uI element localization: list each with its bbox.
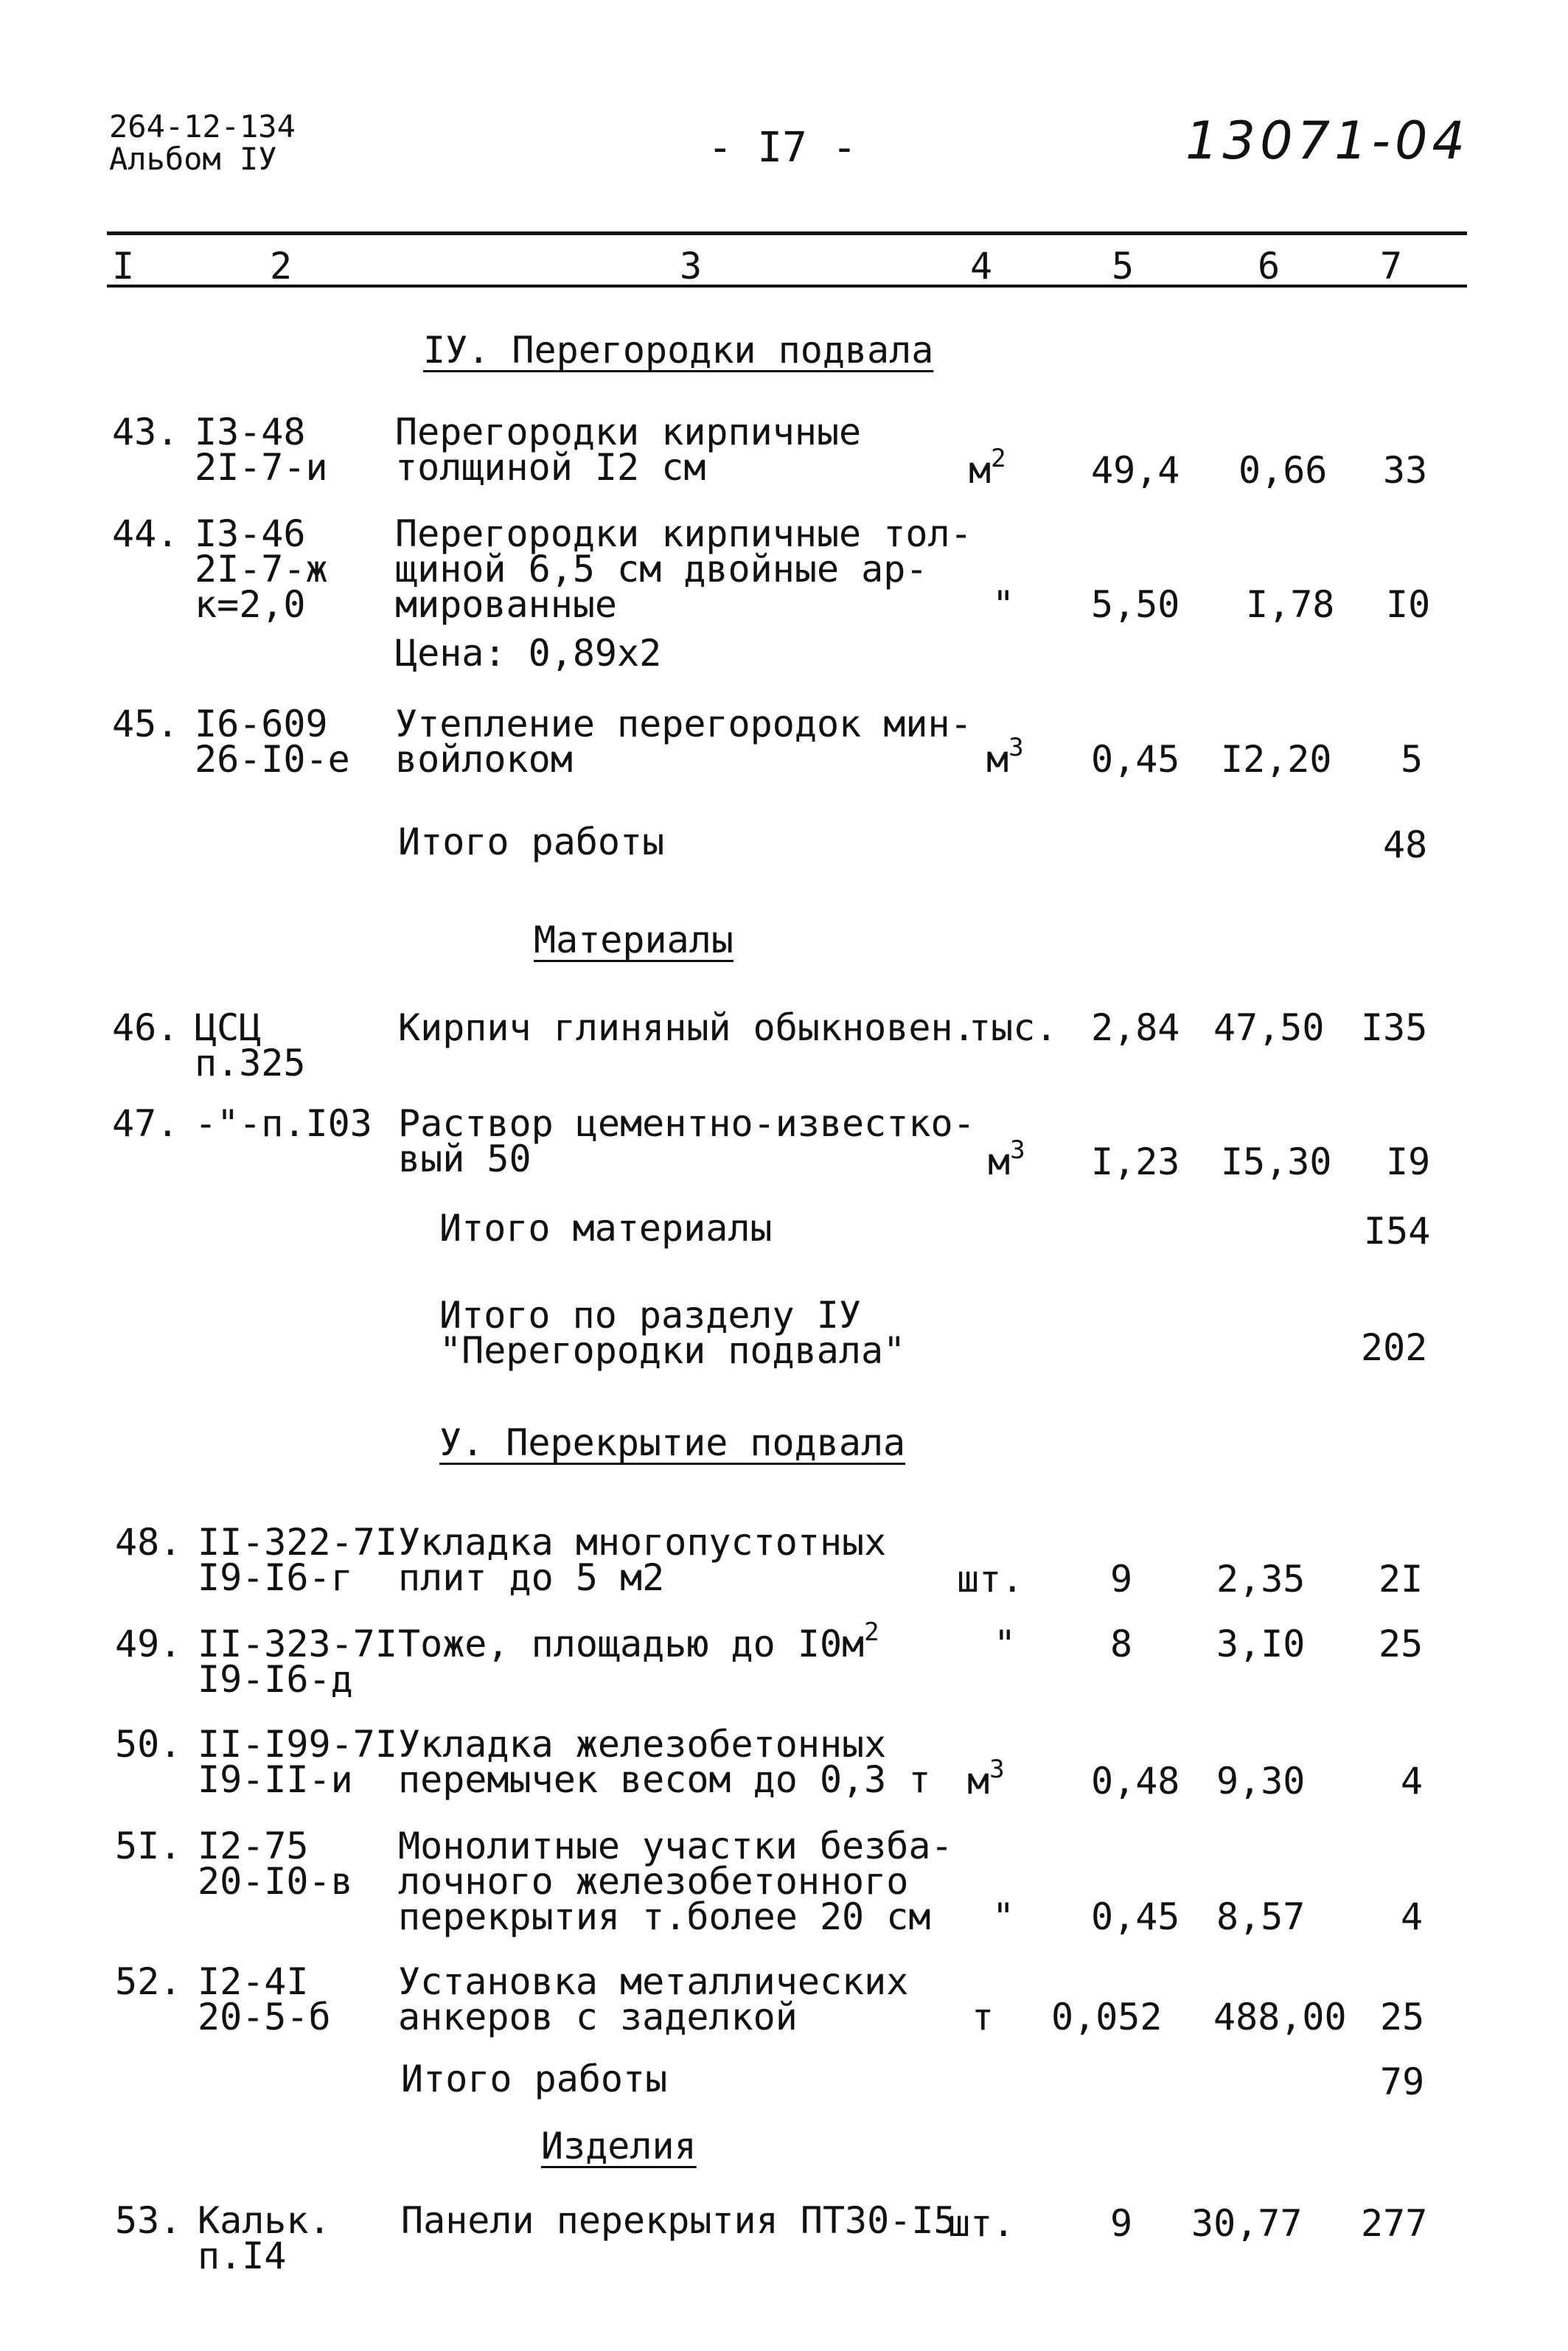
row-quantity: 0,45	[1091, 738, 1180, 781]
col-3-header: 3	[680, 245, 703, 288]
top-rule	[107, 231, 1467, 235]
row-description: Перегородки кирпичные тол- щиной 6,5 см двойные ар- мированные	[395, 512, 972, 626]
row-unit: шт.	[957, 1558, 1024, 1601]
row-total: 25	[1380, 1996, 1425, 2038]
row-number: 49.	[115, 1623, 182, 1665]
row-total: 2I	[1379, 1558, 1424, 1601]
row-code: I3-48 2I-7-и	[195, 411, 328, 489]
total-section-value: 202	[1361, 1326, 1428, 1369]
section-iv-title: IУ. Перегородки подвала	[423, 329, 934, 372]
row-price: 30,77	[1191, 2202, 1303, 2245]
total-works-value: 79	[1380, 2061, 1425, 2103]
row-quantity: 0,48	[1091, 1760, 1180, 1803]
total-works-label: Итого работы	[401, 2058, 668, 2100]
row-price: 2,35	[1216, 1558, 1306, 1601]
row-total: I9	[1386, 1140, 1431, 1183]
row-unit: "	[992, 583, 1015, 626]
row-number: 45.	[112, 703, 179, 745]
row-code: I2-4I 20-5-б	[198, 1960, 331, 2038]
row-price: 3,I0	[1216, 1623, 1306, 1665]
row-number: 43.	[112, 411, 179, 453]
total-materials-value: I54	[1364, 1210, 1431, 1253]
total-works-label: Итого работы	[398, 821, 665, 863]
row-price: I,78	[1246, 583, 1335, 626]
row-price: 488,00	[1213, 1996, 1347, 2038]
col-7-header: 7	[1380, 245, 1403, 288]
row-total: I35	[1361, 1006, 1428, 1049]
row-quantity: 5,50	[1091, 583, 1180, 626]
row-quantity: 0,45	[1091, 1895, 1180, 1938]
row-number: 5I.	[115, 1825, 182, 1867]
row-description: Укладка железобетонных перемычек весом до 0,3 т	[398, 1723, 931, 1801]
row-quantity: 9	[1110, 1558, 1133, 1601]
section-v-title: У. Перекрытие подвала	[439, 1421, 906, 1464]
row-total: 277	[1361, 2202, 1428, 2245]
row-total: I0	[1386, 583, 1431, 626]
row-number: 47.	[112, 1102, 179, 1145]
row-code: I2-75 20-I0-в	[198, 1825, 353, 1903]
row-total: 5	[1401, 738, 1424, 781]
row-unit: $м^3$	[988, 1135, 1025, 1183]
row-unit: "	[994, 1623, 1017, 1665]
row-unit: $м^3$	[967, 1755, 1005, 1803]
row-code: I6-609 26-I0-е	[195, 703, 350, 781]
row-unit: шт.	[948, 2202, 1015, 2245]
row-unit: $м^2$	[969, 444, 1006, 492]
row-code: II-I99-7I I9-II-и	[198, 1723, 397, 1801]
row-price: 8,57	[1216, 1895, 1306, 1938]
row-number: 53.	[115, 2199, 182, 2242]
row-price: 0,66	[1238, 449, 1328, 492]
row-note: Цена: 0,89х2	[395, 632, 662, 675]
total-section-label: Итого по разделу IУ "Перегородки подвала"	[439, 1294, 906, 1372]
row-total: 4	[1401, 1895, 1424, 1938]
row-unit: $м^3$	[986, 733, 1024, 781]
row-unit: "	[992, 1895, 1015, 1938]
row-quantity: 49,4	[1091, 449, 1180, 492]
row-description: Утепление перегородок мин- войлоком	[395, 703, 972, 781]
row-description: Тоже, площадью до $I0м^2$	[398, 1617, 879, 1665]
row-quantity: I,23	[1091, 1140, 1180, 1183]
col-4-header: 4	[970, 245, 993, 288]
col-2-header: 2	[270, 245, 293, 288]
row-number: 46.	[112, 1006, 179, 1049]
col-6-header: 6	[1258, 245, 1280, 288]
row-unit: т	[972, 1996, 994, 2038]
row-price: 9,30	[1216, 1760, 1306, 1803]
document-code: 264-12-134 Альбом IУ	[109, 108, 296, 177]
row-code: Кальк. п.I4	[198, 2199, 331, 2277]
row-unit: тыс.	[969, 1006, 1058, 1049]
products-title: Изделия	[541, 2125, 697, 2167]
row-description: Раствор цементно-известко- вый 50	[398, 1102, 975, 1180]
col-5-header: 5	[1112, 245, 1135, 288]
row-quantity: 9	[1110, 2202, 1133, 2245]
row-total: 4	[1401, 1760, 1424, 1803]
row-code: II-323-7I I9-I6-д	[198, 1623, 397, 1701]
row-description: Панели перекрытия ПТ30-I5	[401, 2199, 956, 2242]
row-description: Монолитные участки безба- лочного железобетонного перекрытия т.более 20 см	[398, 1825, 953, 1938]
row-code: ЦСЦ п.325	[195, 1006, 306, 1084]
row-number: 44.	[112, 512, 179, 555]
row-quantity: 8	[1110, 1623, 1133, 1665]
row-code: -"-п.I03	[195, 1102, 372, 1145]
row-description: Кирпич глиняный обыкновен.	[398, 1006, 975, 1049]
row-total: 33	[1383, 449, 1428, 492]
row-number: 50.	[115, 1723, 182, 1766]
row-price: 47,50	[1213, 1006, 1325, 1049]
materials-title: Материалы	[534, 919, 734, 961]
row-description: Установка металлических анкеров с заделкой	[398, 1960, 909, 2038]
total-materials-label: Итого материалы	[439, 1207, 773, 1250]
row-total: 25	[1379, 1623, 1424, 1665]
total-works-value: 48	[1383, 823, 1428, 866]
row-price: I5,30	[1221, 1140, 1332, 1183]
row-price: I2,20	[1221, 738, 1332, 781]
row-number: 52.	[115, 1960, 182, 2003]
row-quantity: 2,84	[1091, 1006, 1180, 1049]
row-code: I3-46 2I-7-ж к=2,0	[195, 512, 328, 626]
row-number: 48.	[115, 1521, 182, 1564]
row-quantity: 0,052	[1051, 1996, 1163, 2038]
row-code: II-322-7I I9-I6-г	[198, 1521, 397, 1599]
handwritten-stamp: 13071-04	[1185, 111, 1470, 171]
page-number: - I7 -	[708, 124, 857, 172]
row-description: Укладка многопустотных плит до 5 м2	[398, 1521, 887, 1599]
row-description: Перегородки кирпичные толщиной I2 см	[395, 411, 862, 489]
col-1-header: I	[112, 245, 135, 288]
